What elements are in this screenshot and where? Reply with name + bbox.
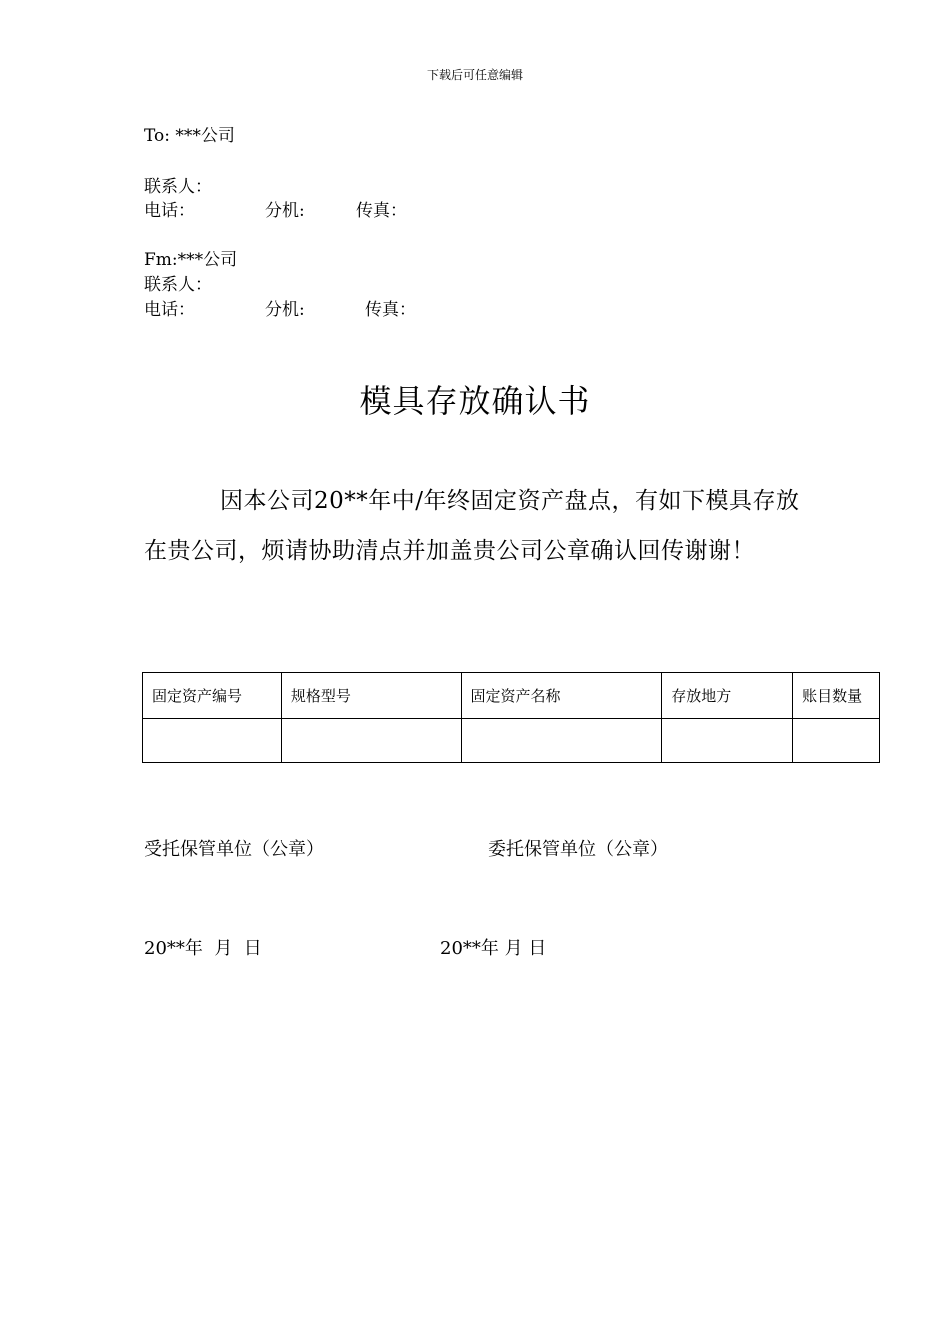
col-header-book-quantity: 账目数量 (793, 673, 880, 719)
table-header-row (143, 673, 880, 719)
consignor-unit-seal: 委托保管单位（公章） (488, 839, 668, 860)
table-row (143, 719, 880, 763)
to-phone-label: 电话： (144, 201, 195, 221)
to-company: To: ***公司 (144, 126, 235, 146)
from-fax-label: 传真： (365, 300, 416, 320)
table-cell (143, 719, 282, 763)
table-cell (662, 719, 793, 763)
from-company: Fm:***公司 (144, 250, 238, 270)
col-header-asset-number: 固定资产编号 (143, 673, 282, 719)
document-title: 模具存放确认书 (359, 382, 591, 420)
asset-table (142, 672, 880, 763)
from-phone-label: 电话： (144, 300, 195, 320)
table-cell (461, 719, 662, 763)
body-paragraph: 因本公司20**年中/年终固定资产盘点，有如下模具存放在贵公司，烦请协助清点并加盖贵公司公章确认回传谢谢！ (144, 488, 800, 564)
from-contact-label: 联系人： (144, 275, 212, 295)
col-header-asset-name: 固定资产名称 (461, 673, 662, 719)
trustee-unit-seal: 受托保管单位（公章） (144, 839, 324, 860)
to-ext-label: 分机: (265, 201, 305, 221)
consignor-date: 20**年 月 日 (440, 938, 547, 959)
trustee-date: 20**年 月 日 (144, 938, 262, 959)
col-header-spec-model: 规格型号 (281, 673, 461, 719)
from-ext-label: 分机: (265, 300, 305, 320)
table-cell (281, 719, 461, 763)
to-fax-label: 传真： (356, 201, 407, 221)
header-note: 下载后可任意编辑 (426, 68, 523, 82)
col-header-storage-location: 存放地方 (662, 673, 793, 719)
to-contact-label: 联系人： (144, 177, 212, 197)
table-cell (793, 719, 880, 763)
